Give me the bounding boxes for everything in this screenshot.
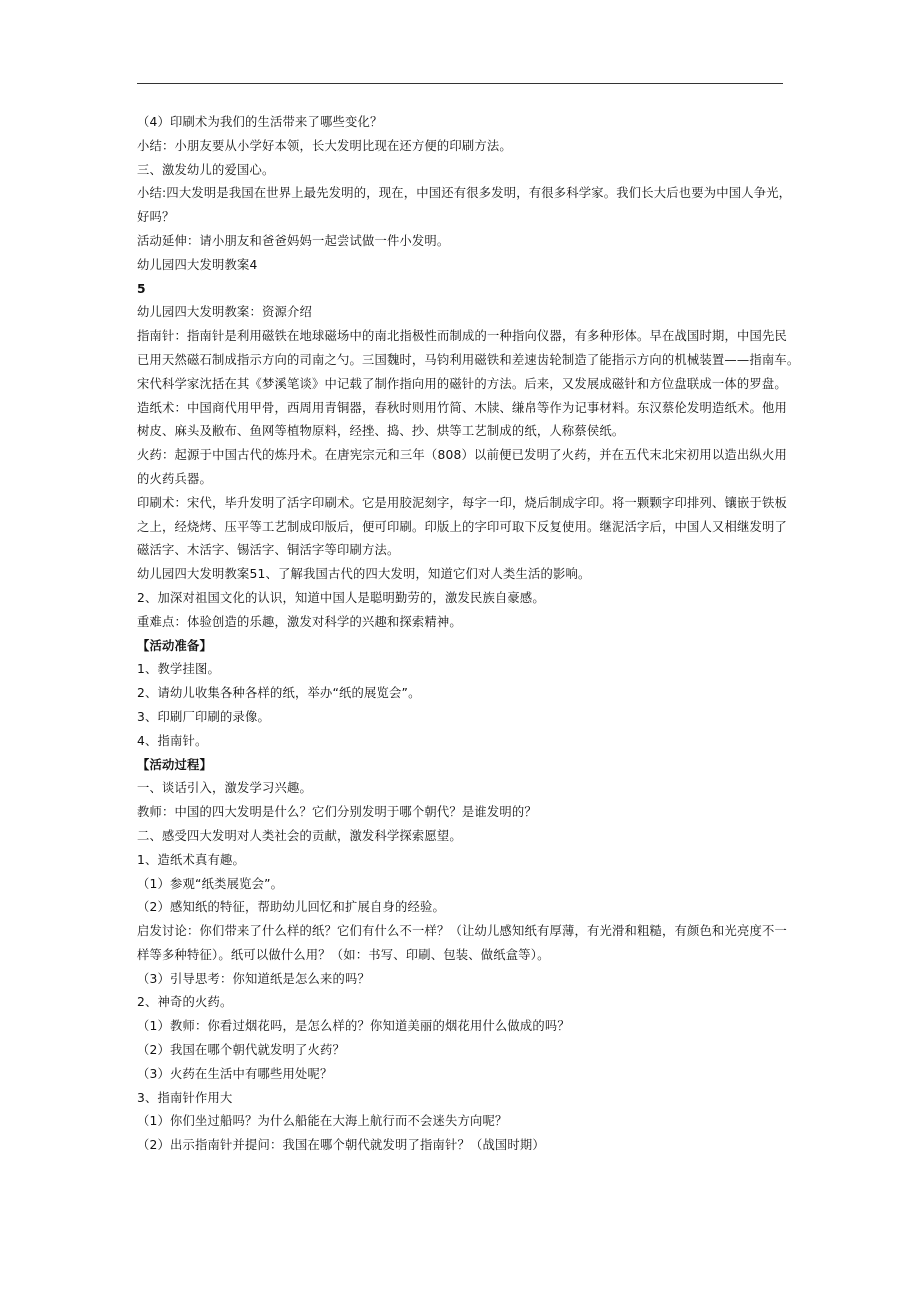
text-line: （4）印刷术为我们的生活带来了哪些变化？ bbox=[137, 115, 383, 129]
list-item: （1）教师：你看过烟花吗，是怎么样的？你知道美丽的烟花用什么做成的吗？ bbox=[137, 1019, 570, 1034]
list-item: （2）感知纸的特征，帮助幼儿回忆和扩展自身的经验。 bbox=[137, 900, 445, 915]
list-item: （3）引导思考：你知道纸是怎么来的吗？ bbox=[137, 971, 370, 986]
list-item: 1、教学挂图。 bbox=[137, 662, 221, 677]
text-line: 样等多种特征）。纸可以做什么用？（如：书写、印刷、包装、做纸盒等）。 bbox=[137, 947, 550, 962]
text-line: 树皮、麻头及敝布、鱼网等植物原料，经挫、捣、抄、烘等工艺制成的纸，人称蔡侯纸。 bbox=[137, 424, 625, 439]
list-item: （2）出示指南针并提问：我国在哪个朝代就发明了指南针？（战国时期） bbox=[137, 1138, 545, 1153]
text-line: 之上，经烧烤、压平等工艺制成印版后，便可印刷。印版上的字印可取下反复使用。继泥活字后，中国人又相继发明了 bbox=[137, 519, 787, 534]
text-line: 幼儿园四大发明教案51、了解我国古代的四大发明，知道它们对人类生活的影响。 bbox=[137, 567, 591, 582]
text-line: 的火药兵器。 bbox=[137, 471, 212, 486]
text-line: 二、感受四大发明对人类社会的贡献，激发科学探索愿望。 bbox=[137, 828, 462, 843]
list-item: 1、造纸术真有趣。 bbox=[137, 852, 245, 867]
list-item: （2）我国在哪个朝代就发明了火药？ bbox=[137, 1043, 345, 1058]
list-item: （1）参观“纸类展览会”。 bbox=[137, 876, 284, 891]
list-item: 2、神奇的火药。 bbox=[137, 995, 233, 1010]
list-item: 3、印刷厂印刷的录像。 bbox=[137, 709, 270, 724]
text-line: 小结:四大发明是我国在世界上最先发明的，现在，中国还有很多发明，有很多科学家。我们长大后也要为中国人争光， bbox=[137, 186, 792, 201]
text-line: 印刷术：宋代，毕升发明了活字印刷术。它是用胶泥刻字，每字一印，烧后制成字印。将一颗颗字印排列、镶嵌于铁板 bbox=[137, 495, 787, 510]
list-item: 2、请幼儿收集各种各样的纸，举办“纸的展览会”。 bbox=[137, 686, 421, 701]
text-line: 已用天然磁石制成指示方向的司南之勺。三国魏时，马钧利用磁铁和差速齿轮制造了能指示方向的机械装置——指南车。 bbox=[137, 352, 800, 367]
text-line: 造纸术：中国商代用甲骨，西周用青铜器，春秋时则用竹简、木牍、缣帛等作为记事材料。东汉蔡伦发明造纸术。他用 bbox=[137, 400, 787, 415]
section-heading: 【活动准备】 bbox=[137, 638, 212, 653]
section-number: 5 bbox=[137, 281, 146, 296]
list-item: 4、指南针。 bbox=[137, 733, 208, 748]
document-body bbox=[137, 111, 800, 1158]
section-title: 幼儿园四大发明教案4 bbox=[137, 257, 258, 272]
text-line: 启发讨论：你们带来了什么样的纸？它们有什么不一样？（让幼儿感知纸有厚薄，有光滑和粗糙，有颜色和光亮度不一 bbox=[137, 924, 787, 939]
list-item: （3）火药在生活中有哪些用处呢？ bbox=[137, 1066, 333, 1081]
text-line: 好吗？ bbox=[137, 210, 175, 225]
text-line: 一、谈话引入，激发学习兴趣。 bbox=[137, 781, 312, 796]
text-line: 火药：起源于中国古代的炼丹术。在唐宪宗元和三年（808）以前便已发明了火药，并在五代末北宋初用以造出纵火用 bbox=[137, 448, 787, 463]
text-line: 三、激发幼儿的爱国心。 bbox=[137, 162, 275, 177]
list-item: 3、指南针作用大 bbox=[137, 1090, 233, 1105]
text-line: 活动延伸：请小朋友和爸爸妈妈一起尝试做一件小发明。 bbox=[137, 233, 450, 248]
section-heading: 【活动过程】 bbox=[137, 757, 212, 772]
text-line: 小结：小朋友要从小学好本领，长大发明比现在还方便的印刷方法。 bbox=[137, 138, 512, 153]
text-line: 教师：中国的四大发明是什么？它们分别发明于哪个朝代？是谁发明的？ bbox=[137, 805, 537, 820]
text-line: 指南针：指南针是利用磁铁在地球磁场中的南北指极性而制成的一种指向仪器，有多种形体。早在战国时期，中国先民 bbox=[137, 329, 787, 344]
text-line: 2、加深对祖国文化的认识，知道中国人是聪明勤劳的，激发民族自豪感。 bbox=[137, 590, 545, 605]
section-title: 幼儿园四大发明教案：资源介绍 bbox=[137, 305, 312, 320]
list-item: （1）你们坐过船吗？为什么船能在大海上航行而不会迷失方向呢？ bbox=[137, 1114, 508, 1129]
text-line: 磁活字、木活字、锡活字、铜活字等印刷方法。 bbox=[137, 543, 400, 558]
text-line: 重难点：体验创造的乐趣，激发对科学的兴趣和探索精神。 bbox=[137, 614, 462, 629]
text-line: 宋代科学家沈括在其《梦溪笔谈》中记载了制作指向用的磁针的方法。后来，又发展成磁针和方位盘联成一体的罗盘。 bbox=[137, 376, 787, 391]
header-rule bbox=[137, 83, 783, 84]
